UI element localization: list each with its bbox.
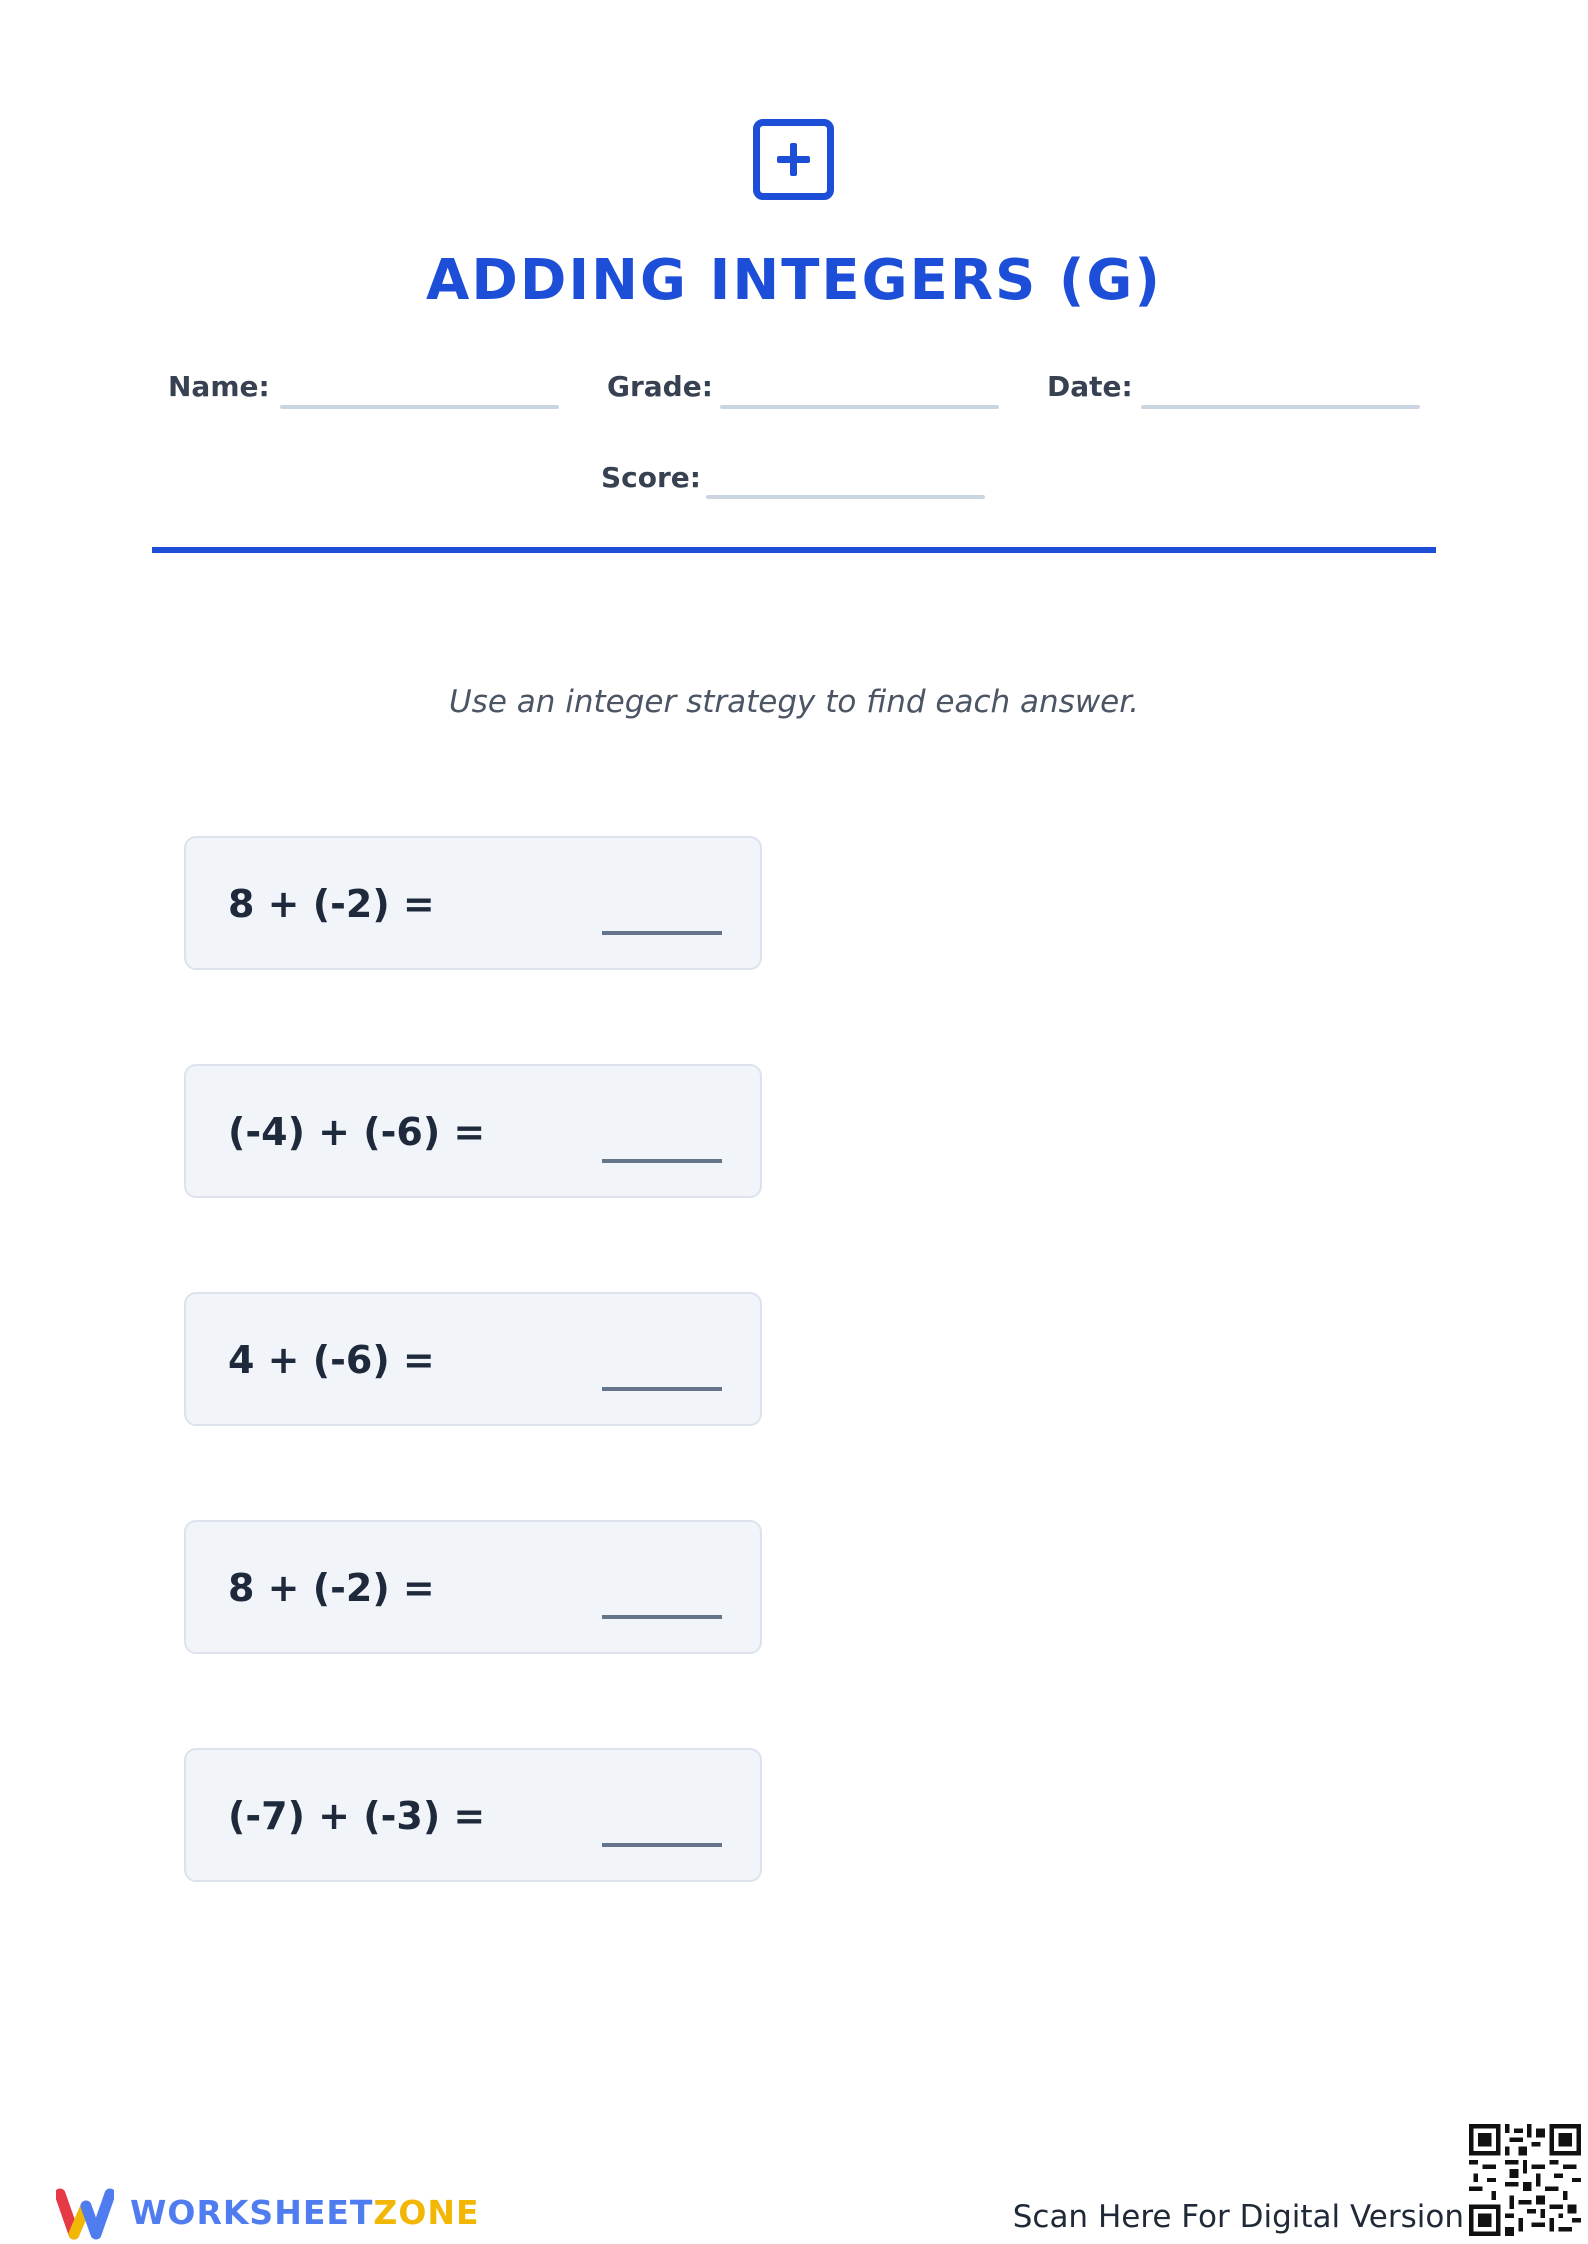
plus-square-icon [753, 119, 834, 200]
problem-card [184, 1064, 762, 1198]
header-divider [152, 547, 1436, 553]
problem-card [184, 1520, 762, 1654]
answer-blank[interactable] [602, 1387, 722, 1391]
score-label: Score: [601, 461, 701, 494]
scan-caption: Scan Here For Digital Version [1012, 2199, 1464, 2235]
problem-expression: 4 + (-6) = [228, 1338, 435, 1382]
score-field[interactable] [706, 495, 985, 499]
worksheetzone-logo-icon [56, 2184, 114, 2240]
problem-card [184, 1748, 762, 1882]
problem-card [184, 836, 762, 970]
qr-code-icon[interactable] [1469, 2124, 1581, 2236]
problem-expression: 8 + (-2) = [228, 882, 435, 926]
problem-expression: (-7) + (-3) = [228, 1794, 486, 1838]
worksheetzone-logo[interactable] [56, 2184, 480, 2240]
problem-card [184, 1292, 762, 1426]
brand-name [130, 2193, 480, 2232]
name-label: Name: [168, 370, 270, 403]
answer-blank[interactable] [602, 1159, 722, 1163]
instructions-text: Use an integer strategy to find each answer. [448, 684, 1140, 720]
answer-blank[interactable] [602, 1843, 722, 1847]
date-label: Date: [1047, 370, 1133, 403]
name-field[interactable] [280, 405, 559, 409]
brand-part-worksheet: WORKSHEET [130, 2192, 374, 2232]
answer-blank[interactable] [602, 1615, 722, 1619]
answer-blank[interactable] [602, 931, 722, 935]
problem-expression: 8 + (-2) = [228, 1566, 435, 1610]
brand-part-zone: ZONE [373, 2192, 480, 2232]
problem-expression: (-4) + (-6) = [228, 1110, 486, 1154]
grade-label: Grade: [607, 370, 713, 403]
date-field[interactable] [1141, 405, 1420, 409]
grade-field[interactable] [720, 405, 999, 409]
page-title: ADDING INTEGERS (G) [426, 248, 1162, 313]
